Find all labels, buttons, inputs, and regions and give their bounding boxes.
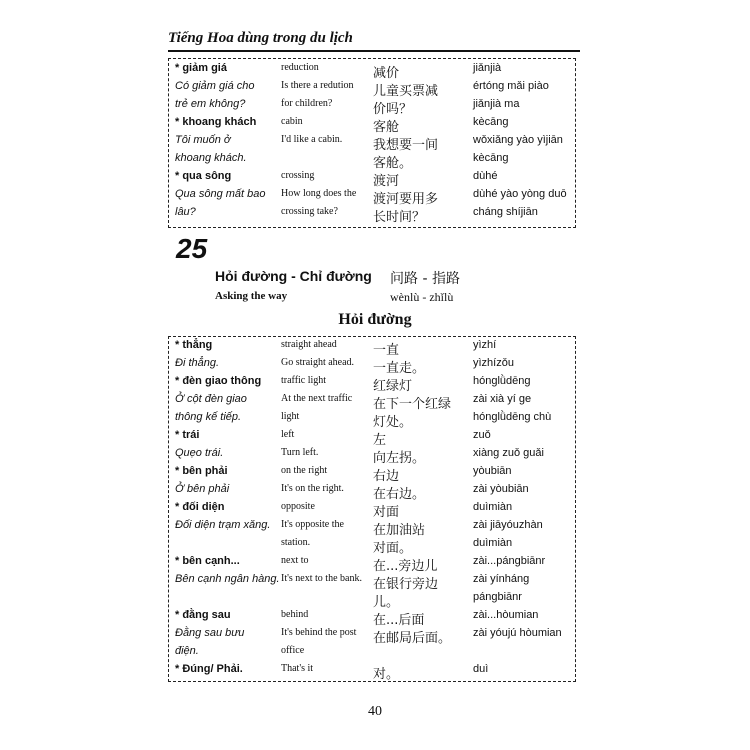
cell-py: zài...hòumian — [473, 609, 539, 621]
cell-zh: 右边 — [373, 469, 400, 484]
cell-vi: * bên phải — [175, 465, 228, 477]
cell-en: reduction — [281, 62, 319, 73]
cell-zh: 儿。 — [373, 595, 400, 610]
cell-zh: 对。 — [373, 667, 400, 682]
cell-py: zài jiāyóuzhàn — [473, 519, 543, 531]
cell-vi: Đi thẳng. — [175, 357, 220, 369]
cell-zh: 一直走。 — [373, 361, 426, 376]
table-row — [169, 339, 577, 357]
cell-en: crossing take? — [281, 206, 338, 217]
table-row — [169, 465, 577, 483]
table-row — [169, 645, 577, 663]
cell-vi: Bên cạnh ngân hàng. — [175, 573, 280, 585]
cell-vi: * khoang khách — [175, 116, 257, 128]
table-row — [169, 663, 577, 681]
cell-zh: 在邮局后面。 — [373, 631, 452, 646]
cell-py: dùhé — [473, 170, 498, 182]
cell-vi: * đèn giao thông — [175, 375, 262, 387]
cell-en: crossing — [281, 170, 315, 181]
cell-zh: 减价 — [373, 66, 400, 81]
header-rule — [168, 50, 580, 52]
table-row — [169, 519, 577, 537]
cell-py: hónglǜdēng — [473, 375, 531, 387]
cell-en: cabin — [281, 116, 303, 127]
cell-zh: 左 — [373, 433, 387, 448]
cell-py: kècāng — [473, 152, 509, 164]
cell-vi: Đằng sau bưu — [175, 627, 245, 639]
cell-en: Turn left. — [281, 447, 319, 458]
cell-en: It's next to the bank. — [281, 573, 362, 584]
cell-zh: 价吗？ — [373, 102, 413, 117]
cell-vi: * giảm giá — [175, 62, 227, 74]
cell-py: dùhé yào yòng duō — [473, 188, 567, 200]
cell-en: How long does the — [281, 188, 357, 199]
cell-vi: * đối diện — [175, 501, 225, 513]
lesson-title-pinyin: wènlù - zhǐlù — [390, 290, 454, 304]
cell-zh: 在...旁边儿 — [373, 559, 438, 574]
cell-zh: 儿童买票减 — [373, 84, 439, 99]
cell-py: pángbiānr — [473, 591, 522, 603]
cell-zh: 渡河要用多 — [373, 192, 439, 207]
cell-en: on the right — [281, 465, 328, 476]
cell-vi: * đằng sau — [175, 609, 231, 621]
table-row — [169, 483, 577, 501]
page-number: 40 — [368, 704, 382, 719]
cell-py: zài xià yí ge — [473, 393, 532, 405]
vocabulary-box-top — [168, 58, 576, 228]
cell-vi: Có giảm giá cho — [175, 80, 255, 92]
cell-en: At the next traffic — [281, 393, 353, 404]
cell-vi: * thẳng — [175, 339, 213, 351]
table-row — [169, 591, 577, 609]
cell-py: yòubiān — [473, 465, 512, 477]
cell-py: zài yòubiān — [473, 483, 529, 495]
cell-zh: 一直 — [373, 343, 400, 358]
cell-vi: Tôi muốn ở — [175, 134, 231, 146]
cell-en: station. — [281, 537, 311, 548]
lesson-title-vi: Hỏi đường - Chỉ đường — [215, 268, 372, 284]
cell-zh: 在银行旁边 — [373, 577, 439, 592]
cell-vi: Quẹo trái. — [175, 447, 224, 459]
cell-en: next to — [281, 555, 309, 566]
table-row — [169, 170, 577, 188]
cell-vi: khoang khách. — [175, 152, 247, 164]
table-row — [169, 447, 577, 465]
table-row — [169, 206, 577, 224]
cell-py: yìzhí — [473, 339, 497, 351]
cell-zh: 在加油站 — [373, 523, 426, 538]
cell-en: Go straight ahead. — [281, 357, 355, 368]
cell-en: office — [281, 645, 305, 656]
cell-en: for children? — [281, 98, 333, 109]
cell-en: behind — [281, 609, 309, 620]
table-row — [169, 375, 577, 393]
cell-en: light — [281, 411, 300, 422]
cell-vi: lâu? — [175, 206, 196, 218]
cell-zh: 在右边。 — [373, 487, 426, 502]
table-row — [169, 573, 577, 591]
cell-py: kècāng — [473, 116, 509, 128]
lesson-title-en: Asking the way — [215, 290, 288, 302]
cell-py: jiǎnjià — [473, 62, 502, 74]
lesson-number: 25 — [176, 233, 208, 264]
cell-vi: Đối diện trạm xăng. — [175, 519, 271, 531]
cell-py: hónglǜdēng chù — [473, 411, 552, 423]
cell-zh: 客舱 — [373, 120, 400, 135]
cell-en: It's on the right. — [281, 483, 344, 494]
table-row — [169, 152, 577, 170]
cell-zh: 红绿灯 — [373, 379, 413, 394]
table-row — [169, 134, 577, 152]
table-row — [169, 62, 577, 80]
cell-vi: * bên cạnh... — [175, 555, 240, 567]
cell-zh: 在下一个红绿 — [373, 397, 452, 412]
cell-py: wǒxiǎng yào yìjiān — [473, 134, 563, 146]
cell-py: jiǎnjià ma — [473, 98, 520, 110]
table-row — [169, 501, 577, 519]
page-header-title: Tiếng Hoa dùng trong du lịch — [168, 30, 353, 46]
cell-vi: * qua sông — [175, 170, 232, 182]
cell-en: That's it — [281, 663, 314, 674]
cell-py: értóng mǎi piào — [473, 80, 549, 92]
cell-en: Is there a redution — [281, 80, 354, 91]
cell-py: duìmiàn — [473, 537, 513, 549]
cell-vi: Ở bên phải — [175, 483, 230, 495]
cell-zh: 对面。 — [373, 541, 413, 556]
cell-py: xiàng zuǒ guǎi — [473, 447, 544, 459]
cell-en: straight ahead — [281, 339, 337, 350]
table-row — [169, 627, 577, 645]
cell-vi: Ở cột đèn giao — [175, 393, 247, 405]
table-row — [169, 357, 577, 375]
table-row — [169, 555, 577, 573]
cell-en: left — [281, 429, 295, 440]
cell-zh: 在...后面 — [373, 613, 425, 628]
cell-zh: 客舱。 — [373, 156, 413, 171]
table-row — [169, 116, 577, 134]
cell-vi: trẻ em không? — [175, 98, 246, 110]
cell-py: duìmiàn — [473, 501, 513, 513]
cell-py: zài yínháng — [473, 573, 530, 585]
cell-en: traffic light — [281, 375, 327, 386]
cell-vi: Qua sông mất bao — [175, 188, 266, 200]
cell-vi: * Đúng/ Phải. — [175, 663, 243, 675]
section-heading: Hỏi đường — [338, 311, 412, 328]
table-row — [169, 429, 577, 447]
cell-zh: 灯处。 — [373, 415, 413, 430]
cell-vi: thông kế tiếp. — [175, 411, 242, 423]
lesson-title-zh: 问路 - 指路 — [390, 271, 460, 287]
cell-en: It's behind the post — [281, 627, 357, 638]
cell-en: It's opposite the — [281, 519, 344, 530]
table-row — [169, 411, 577, 429]
cell-py: zài...pángbiānr — [473, 555, 546, 567]
cell-zh: 渡河 — [373, 174, 400, 189]
table-row — [169, 80, 577, 98]
cell-zh: 我想要一间 — [373, 138, 439, 153]
vocabulary-box-bottom — [168, 336, 576, 682]
table-row — [169, 98, 577, 116]
cell-zh: 长时间？ — [373, 210, 426, 225]
cell-zh: 向左拐。 — [373, 451, 426, 466]
cell-vi: điện. — [175, 645, 199, 657]
cell-zh: 对面 — [373, 505, 400, 520]
table-row — [169, 393, 577, 411]
table-row — [169, 537, 577, 555]
cell-py: zuǒ — [473, 429, 491, 441]
cell-en: I'd like a cabin. — [281, 134, 343, 145]
table-row — [169, 188, 577, 206]
cell-py: cháng shíjiān — [473, 206, 538, 218]
cell-py: yìzhízǒu — [473, 357, 514, 369]
table-row — [169, 609, 577, 627]
cell-vi: * trái — [175, 429, 200, 441]
cell-py: duì — [473, 663, 489, 675]
cell-en: opposite — [281, 501, 315, 512]
cell-py: zài yóujú hòumian — [473, 627, 562, 639]
